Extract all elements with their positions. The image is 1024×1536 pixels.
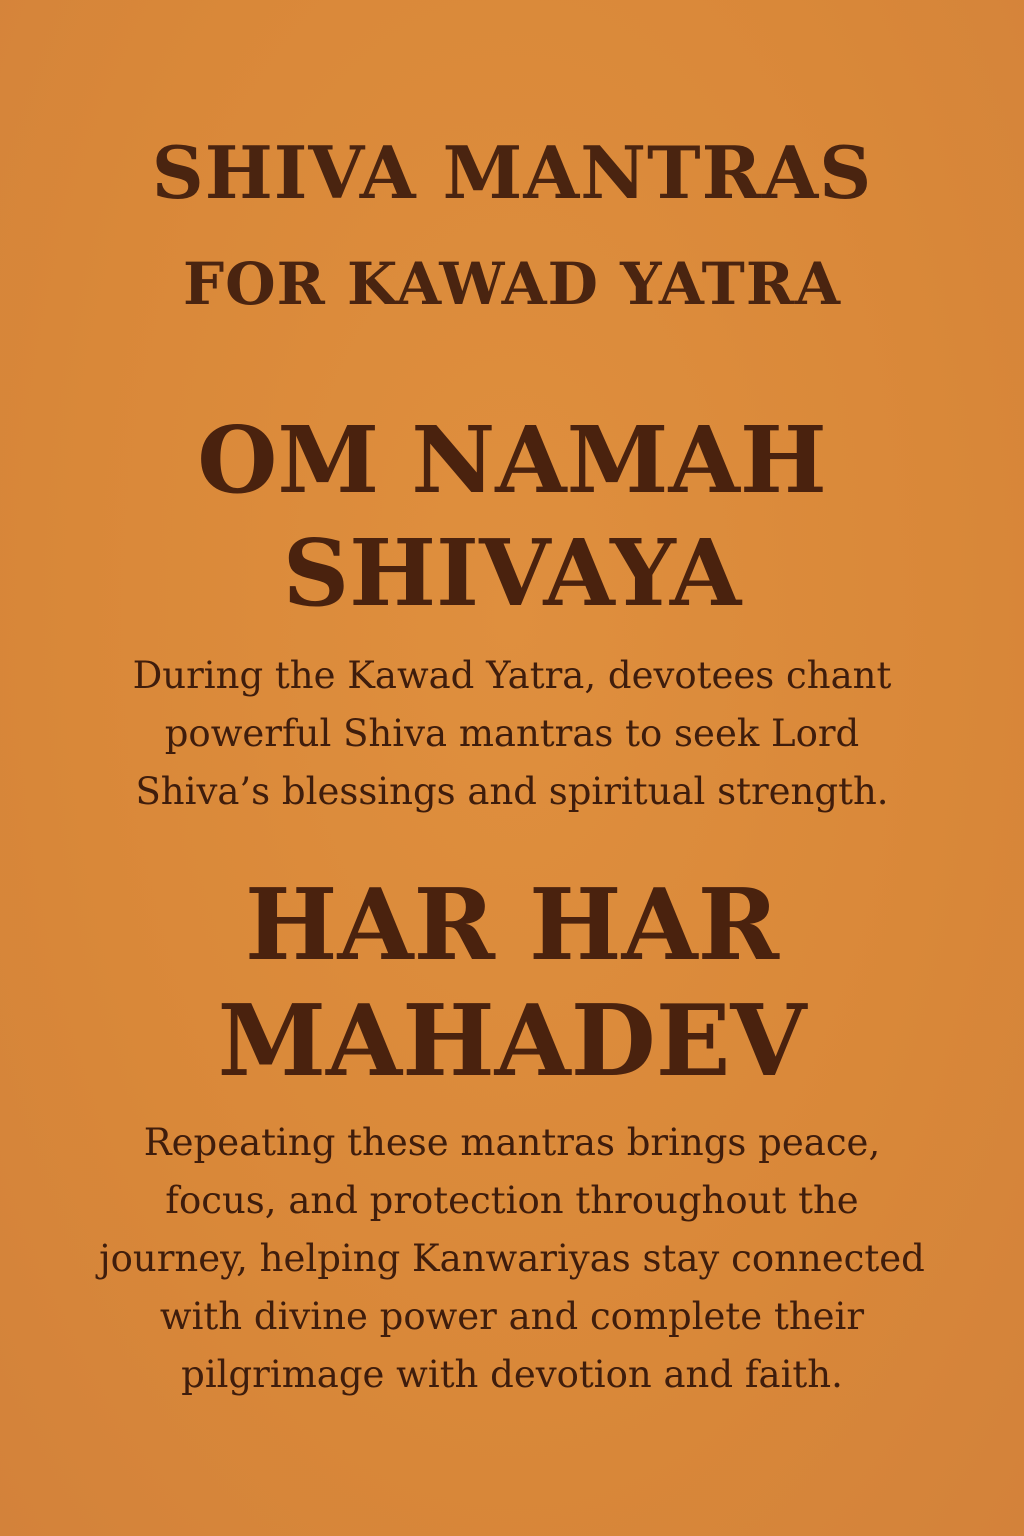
paragraph-2-line: focus, and protection throughout the: [165, 1179, 859, 1222]
paragraph-2-line: pilgrimage with devotion and faith.: [181, 1353, 843, 1396]
paragraph-1-line: During the Kawad Yatra, devotees chant: [132, 654, 892, 697]
mantra-heading-shivaya: SHIVAYA: [282, 519, 742, 627]
paragraph-1-line: Shiva’s blessings and spiritual strength.: [135, 770, 889, 813]
paragraph-2-line: journey, helping Kanwariyas stay connected: [99, 1237, 925, 1280]
poster-title: SHIVA MANTRAS: [151, 130, 873, 215]
paragraph-2-line: with divine power and complete their: [159, 1295, 865, 1338]
mantra-heading-om-namah: OM NAMAH: [197, 406, 827, 514]
mantra-heading-mahadev: MAHADEV: [217, 984, 807, 1099]
paragraph-1-line: powerful Shiva mantras to seek Lord: [164, 712, 860, 755]
paragraph-2-line: Repeating these mantras brings peace,: [143, 1121, 881, 1164]
mantra-heading-har-har: HAR HAR: [244, 868, 780, 983]
poster-subtitle: FOR KAWAD YATRA: [182, 250, 842, 318]
